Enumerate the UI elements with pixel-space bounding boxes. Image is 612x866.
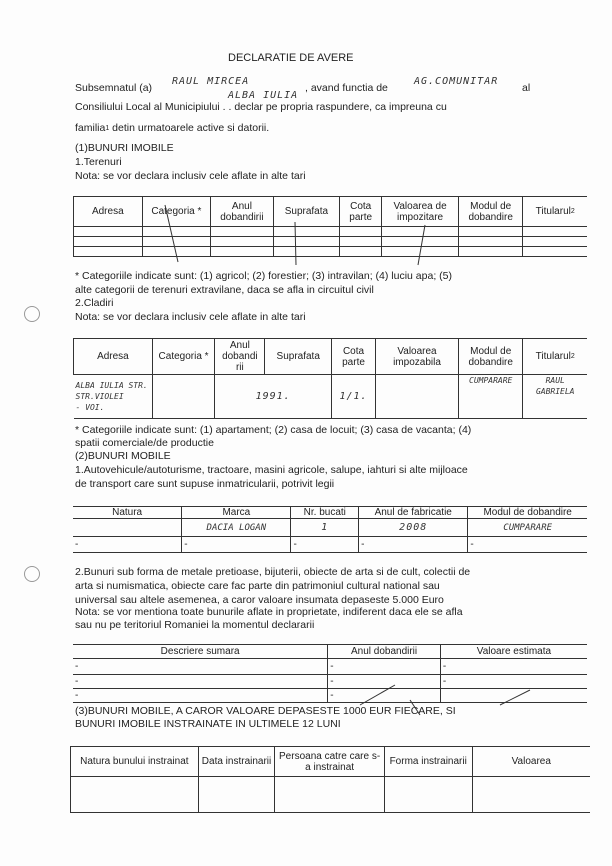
footnote-categorii-terenuri-2: alte categorii de terenuri extravilane, daca se afla in circuitul civil <box>75 284 374 296</box>
header-anul-fabricatie: Anul de fabricatie <box>359 507 468 519</box>
note-bunuri-pretioase-1: Nota: se vor mentiona toate bunurile aflate in proprietate, indiferent daca ele se afla <box>75 606 463 618</box>
header-anul-dobandirii: Anul dobandi rii <box>215 339 265 375</box>
section-title-bunuri-imobile: (1)BUNURI IMOBILE <box>75 142 174 154</box>
subsection-bunuri-pretioase-1: 2.Bunuri sub forma de metale pretioase, bijuterii, obiecte de arta si de cult, colectii de <box>75 566 471 578</box>
subsection-terenuri: 1.Terenuri <box>75 156 122 168</box>
header-forma-instrainarii: Forma instrainarii <box>384 747 472 777</box>
header-modul-dobandire: Modul de dobandire <box>458 197 523 227</box>
header-nr-bucati: Nr. bucati <box>291 507 359 519</box>
header-data-instrainarii: Data instrainarii <box>198 747 275 777</box>
handwritten-nr: 1 <box>321 522 329 533</box>
table-row: - - <box>73 689 587 703</box>
header-adresa: Adresa <box>74 197 143 227</box>
strike-mark <box>295 222 296 265</box>
note-terenuri: Nota: se vor declara inclusiv cele aflate in alte tari <box>75 170 306 182</box>
header-natura: Natura <box>73 507 182 519</box>
header-categoria: Categoria * <box>152 339 214 375</box>
handwritten-modul: CUMPARARE <box>469 376 513 385</box>
header-anul-dobandirii: Anul dobandirii <box>211 197 273 227</box>
header-valoarea-impozabila: Valoarea impozabila <box>376 339 459 375</box>
header-anul-dobandirii: Anul dobandirii <box>328 645 441 659</box>
handwritten-marca: DACIA LOGAN <box>206 522 267 533</box>
strike-mark <box>410 700 420 715</box>
header-adresa: Adresa <box>74 339 153 375</box>
intro-label-subsemnatul: Subsemnatul (a) <box>75 82 153 94</box>
handwritten-cota: 1/1. <box>339 391 368 402</box>
handwritten-anul: 1991. <box>255 391 291 402</box>
strike-mark <box>418 225 425 265</box>
strike-mark <box>500 690 530 705</box>
subsection-bunuri-pretioase-3: universal sau altele asemenea, a caror valoare insumata depaseste 5.000 Euro <box>75 594 444 606</box>
declarant-name: RAUL MIRCEA <box>172 76 250 87</box>
header-cota-parte: Cota parte <box>340 197 382 227</box>
handwritten-modul-auto: CUMPARARE <box>503 522 553 533</box>
header-cota-parte: Cota parte <box>332 339 376 375</box>
declarant-place: ALBA IULIA <box>228 90 299 101</box>
note-cladiri: Nota: se vor declara inclusiv cele aflate in alte tari <box>75 311 306 323</box>
intro-line-3: familia$^1$ detin urmatoarele active si datorii. <box>75 122 270 134</box>
intro-label-al: al <box>522 82 531 94</box>
header-valoarea: Valoarea <box>472 747 590 777</box>
header-modul-dobandire: Modul de dobandire <box>468 507 587 519</box>
header-natura-bunului: Natura bunului instrainat <box>71 747 199 777</box>
header-suprafata: Suprafata <box>265 339 332 375</box>
handwritten-adresa-3: - VOI. <box>75 403 105 412</box>
header-modul-dobandire: Modul de dobandire <box>458 339 523 375</box>
handwritten-anul-fabricatie: 2008 <box>399 522 428 533</box>
declarant-function: AG.COMUNITAR <box>414 76 499 87</box>
header-valoare-estimata: Valoare estimata <box>440 645 587 659</box>
handwritten-adresa-1: ALBA IULIA STR. <box>75 381 148 390</box>
header-valoarea-impozitare: Valoarea de impozitare <box>382 197 459 227</box>
document-title: DECLARATIE DE AVERE <box>228 52 354 64</box>
table-row: - - - <box>73 675 587 689</box>
handwritten-titular-2: GABRIELA <box>535 387 575 396</box>
header-categoria: Categoria * <box>142 197 211 227</box>
footnote-categorii-cladiri-2: spatii comerciale/de productie <box>75 437 214 449</box>
intro-label-functia: , avand functia de <box>305 82 388 94</box>
section-title-bunuri-instrainate-1: (3)BUNURI MOBILE, A CAROR VALOARE DEPASESTE 1000 EUR FIECARE, SI <box>75 705 456 717</box>
section-title-bunuri-mobile: (2)BUNURI MOBILE <box>75 450 171 462</box>
strike-mark <box>165 205 178 262</box>
subsection-bunuri-pretioase-2: arta si numismatica, obiecte care fac parte din patrimoniul cultural national sau <box>75 580 440 592</box>
handwritten-titular-1: RAUL <box>545 376 565 385</box>
subsection-cladiri: 2.Cladiri <box>75 297 114 309</box>
strike-mark <box>360 685 395 705</box>
subsection-autovehicule-1: 1.Autovehicule/autoturisme, tractoare, masini agricole, salupe, iahturi si alte mijloace <box>75 464 468 476</box>
header-titular: Titularul$^2$ <box>523 197 587 227</box>
header-persoana: Persoana catre care s-a instrainat <box>275 747 385 777</box>
handwritten-adresa-2: STR.VIOLEI <box>75 392 124 401</box>
subsection-autovehicule-2: de transport care sunt supuse inmatricularii, potrivit legii <box>75 478 335 490</box>
footnote-categorii-cladiri-1: * Categoriile indicate sunt: (1) apartament; (2) casa de locuit; (3) casa de vacanta; (4) <box>75 424 472 436</box>
table-row: - - - - - <box>73 537 587 553</box>
header-descriere: Descriere sumara <box>73 645 328 659</box>
intro-line-2: Consiliului Local al Municipiului . . declar pe propria raspundere, ca impreuna cu <box>75 101 447 113</box>
note-bunuri-pretioase-2: sau nu pe teritoriul Romaniei la momentul declararii <box>75 619 315 631</box>
header-marca: Marca <box>182 507 291 519</box>
table-row: - - - <box>73 659 587 675</box>
footnote-categorii-terenuri-1: * Categoriile indicate sunt: (1) agricol; (2) forestier; (3) intravilan; (4) luciu apa; (5) <box>75 270 452 282</box>
header-suprafata: Suprafata <box>273 197 340 227</box>
header-titular: Titularul$^2$ <box>523 339 587 375</box>
section-title-bunuri-instrainate-2: BUNURI IMOBILE INSTRAINATE IN ULTIMELE 12 LUNI <box>75 718 341 730</box>
